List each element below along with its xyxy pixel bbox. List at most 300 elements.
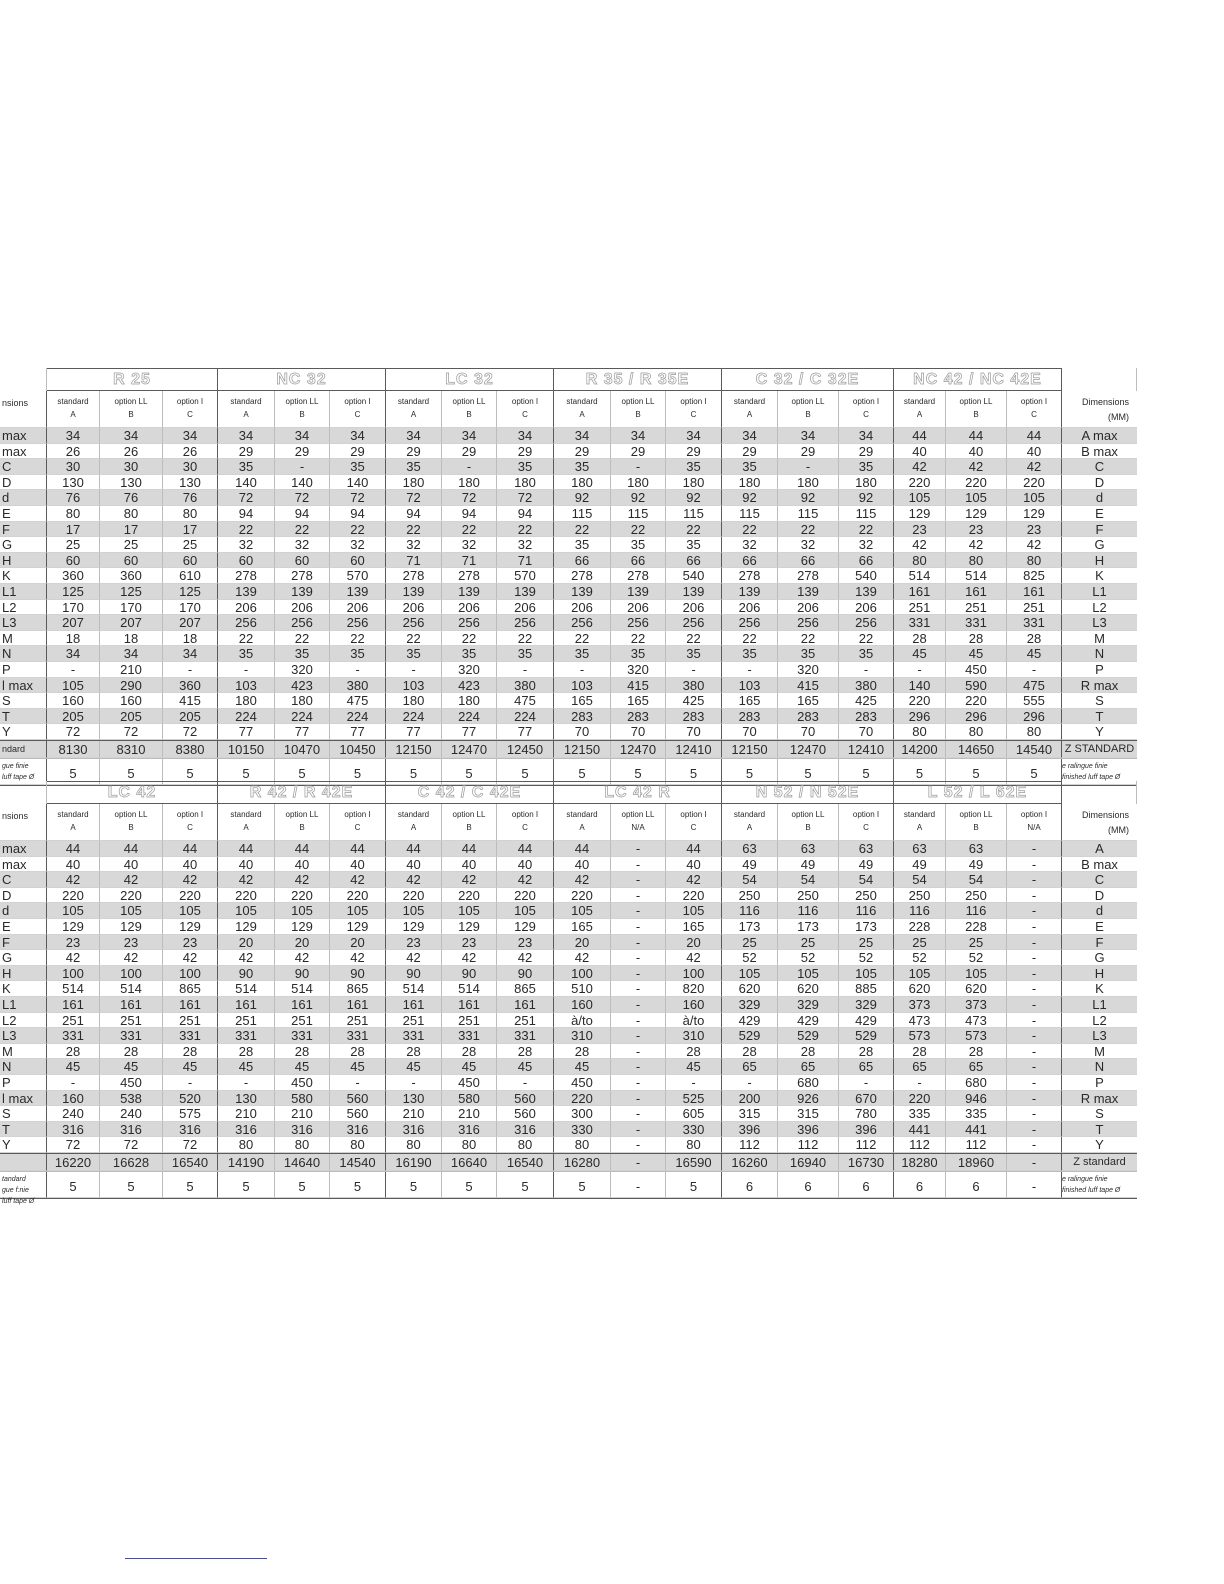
row-label-left: D [0, 888, 47, 904]
table-cell: 316 [386, 1122, 442, 1138]
table-cell: 12410 [839, 741, 894, 758]
table-cell: 140 [218, 475, 275, 491]
table-cell: 315 [778, 1106, 839, 1122]
table-cell: 80 [946, 553, 1007, 569]
table-cell: 77 [275, 724, 330, 740]
table-cell: 94 [497, 506, 554, 522]
table-cell: 22 [839, 522, 894, 538]
table-cell: 35 [442, 646, 497, 662]
table-cell: - [275, 459, 330, 475]
table-cell: 250 [778, 888, 839, 904]
table-cell: 278 [778, 568, 839, 584]
option-code: A [410, 823, 417, 832]
table-cell: 278 [611, 568, 666, 584]
table-cell: - [722, 662, 778, 678]
table-cell: 423 [275, 678, 330, 694]
table-cell: 80 [163, 506, 218, 522]
table-cell: 72 [163, 724, 218, 740]
table-cell: 865 [163, 981, 218, 997]
table-cell: 90 [386, 966, 442, 982]
table-cell: - [611, 1028, 666, 1044]
option-code: B [128, 410, 134, 419]
table-cell: 63 [894, 841, 946, 857]
table-cell: 42 [330, 872, 386, 888]
option-header [722, 804, 778, 841]
table-cell: 538 [100, 1091, 163, 1107]
table-cell: 161 [275, 997, 330, 1013]
option-header [722, 391, 778, 428]
table-cell: 80 [554, 1137, 611, 1153]
table-cell: 70 [554, 724, 611, 740]
table-row [0, 490, 1137, 506]
footer-link-underline[interactable] [125, 1558, 267, 1559]
table-cell: 316 [100, 1122, 163, 1138]
table-cell: 290 [100, 678, 163, 694]
table-cell: 575 [163, 1106, 218, 1122]
table-cell: 34 [218, 428, 275, 444]
table-cell: 16540 [163, 1154, 218, 1171]
table-cell: 49 [778, 857, 839, 873]
table-cell: 60 [163, 553, 218, 569]
table-cell: 296 [1007, 709, 1062, 725]
table-cell: 207 [163, 615, 218, 631]
table-cell: 380 [666, 678, 722, 694]
table-cell: 14650 [946, 741, 1007, 758]
option-name: option LL [114, 397, 148, 406]
table-cell: 220 [100, 888, 163, 904]
table-cell: - [1007, 1013, 1062, 1029]
table-cell: 42 [47, 950, 100, 966]
table-cell: 206 [218, 600, 275, 616]
table-cell: 129 [946, 506, 1007, 522]
option-code: A [916, 410, 923, 419]
table-row [0, 1028, 1137, 1044]
table-cell: 90 [497, 966, 554, 982]
option-header [330, 804, 386, 841]
table-cell: 49 [894, 857, 946, 873]
table-cell: 23 [386, 935, 442, 951]
table-cell: 23 [442, 935, 497, 951]
table-cell: 40 [894, 444, 946, 460]
table-cell: 94 [330, 506, 386, 522]
table-cell: 32 [839, 537, 894, 553]
table-cell: 28 [946, 631, 1007, 647]
table-cell: 70 [611, 724, 666, 740]
option-name: option I [852, 810, 880, 819]
table-cell: 165 [611, 693, 666, 709]
table-cell: 5 [275, 759, 330, 785]
table-row [0, 997, 1137, 1013]
table-cell: - [163, 662, 218, 678]
table-cell: 60 [100, 553, 163, 569]
option-header [839, 804, 894, 841]
table-cell: 129 [47, 919, 100, 935]
table-cell: 72 [442, 490, 497, 506]
dimensions-table-top [0, 368, 1137, 786]
table-cell: - [611, 919, 666, 935]
table-cell: 22 [442, 522, 497, 538]
table-cell: 283 [722, 709, 778, 725]
table-cell: 28 [666, 1044, 722, 1060]
table-cell: 514 [946, 568, 1007, 584]
table-cell: 139 [554, 584, 611, 600]
table-cell: - [1007, 1091, 1062, 1107]
table-cell: - [611, 1122, 666, 1138]
table-cell: 206 [386, 600, 442, 616]
table-cell: 80 [218, 1137, 275, 1153]
table-cell: 28 [47, 1044, 100, 1060]
table-cell: 251 [442, 1013, 497, 1029]
option-header [1007, 391, 1062, 428]
table-cell: 42 [386, 872, 442, 888]
table-cell: 29 [722, 444, 778, 460]
table-cell: - [611, 872, 666, 888]
table-cell: 34 [163, 646, 218, 662]
model-group-header: NC 32 [218, 368, 386, 391]
option-header [47, 391, 100, 428]
table-cell: - [1007, 1154, 1062, 1171]
table-cell: 224 [497, 709, 554, 725]
table-cell: 525 [666, 1091, 722, 1107]
table-cell: 60 [275, 553, 330, 569]
table-cell: 105 [894, 966, 946, 982]
table-cell: 94 [386, 506, 442, 522]
table-row [0, 841, 1137, 857]
table-cell: 161 [386, 997, 442, 1013]
table-cell: - [1007, 1028, 1062, 1044]
table-cell: 105 [1007, 490, 1062, 506]
table-cell: 35 [554, 459, 611, 475]
row-label-right: B max [1062, 857, 1137, 873]
table-cell: 441 [946, 1122, 1007, 1138]
luff-tape-label: luff tape Ø [2, 773, 35, 781]
table-cell: 329 [839, 997, 894, 1013]
option-header [330, 391, 386, 428]
table-cell: 16640 [442, 1154, 497, 1171]
table-cell: 66 [778, 553, 839, 569]
row-label-right: T [1062, 709, 1137, 725]
table-row [0, 646, 1137, 662]
table-cell: 32 [330, 537, 386, 553]
table-cell: 40 [218, 857, 275, 873]
table-cell: 396 [722, 1122, 778, 1138]
table-cell: - [1007, 888, 1062, 904]
option-code: A [579, 410, 585, 419]
table-cell: 100 [554, 966, 611, 982]
table-cell: 220 [497, 888, 554, 904]
option-header [47, 804, 100, 841]
table-cell: 42 [666, 872, 722, 888]
table-cell: 429 [722, 1013, 778, 1029]
table-cell: 32 [275, 537, 330, 553]
option-code: C [187, 410, 193, 419]
table-cell: 256 [666, 615, 722, 631]
table-row [0, 584, 1137, 600]
table-cell: 44 [666, 841, 722, 857]
row-label-right: D [1062, 475, 1137, 491]
table-cell: 23 [1007, 522, 1062, 538]
table-cell: 49 [946, 857, 1007, 873]
table-row [0, 522, 1137, 538]
table-row [0, 1059, 1137, 1075]
table-cell: 35 [839, 646, 894, 662]
option-code: C [690, 410, 697, 419]
table-cell: 180 [778, 475, 839, 491]
option-code: B [973, 410, 979, 419]
row-label-right: H [1062, 553, 1137, 569]
table-cell: 161 [47, 997, 100, 1013]
table-cell: 42 [163, 872, 218, 888]
row-label-right: L3 [1062, 1028, 1137, 1044]
option-header-row [0, 804, 1137, 841]
option-header [554, 391, 611, 428]
row-label-right: Z STANDARD [1062, 741, 1137, 758]
table-cell: 34 [47, 428, 100, 444]
table-cell: 220 [47, 888, 100, 904]
table-cell: 514 [386, 981, 442, 997]
table-cell: 77 [497, 724, 554, 740]
row-label-left: L1 [0, 997, 47, 1013]
table-cell: 40 [100, 857, 163, 873]
table-cell: 278 [554, 568, 611, 584]
table-cell: 25 [839, 935, 894, 951]
table-cell: 360 [163, 678, 218, 694]
option-code: B [805, 410, 811, 419]
table-cell: 32 [778, 537, 839, 553]
model-group-header: LC 32 [386, 368, 554, 391]
table-cell: 40 [442, 857, 497, 873]
table-cell: 22 [611, 522, 666, 538]
table-cell: 70 [778, 724, 839, 740]
table-cell: 380 [330, 678, 386, 694]
table-cell: 5 [47, 1172, 100, 1198]
table-cell: 72 [100, 724, 163, 740]
table-cell: 116 [722, 903, 778, 919]
table-cell: 52 [946, 950, 1007, 966]
table-cell: - [497, 1075, 554, 1091]
table-cell: 180 [386, 475, 442, 491]
table-cell: 26 [163, 444, 218, 460]
table-cell: 5 [722, 759, 778, 785]
table-cell: 283 [611, 709, 666, 725]
table-cell: 316 [163, 1122, 218, 1138]
table-cell: 63 [839, 841, 894, 857]
table-cell: 45 [554, 1059, 611, 1075]
table-cell: 6 [778, 1172, 839, 1198]
table-cell: 6 [894, 1172, 946, 1198]
table-cell: 278 [442, 568, 497, 584]
option-name: standard [397, 397, 430, 406]
table-cell: 29 [275, 444, 330, 460]
table-cell: 316 [218, 1122, 275, 1138]
table-cell: - [47, 1075, 100, 1091]
table-cell: - [330, 1075, 386, 1091]
table-row [0, 1137, 1137, 1153]
dimensions-table-bottom [0, 781, 1137, 1205]
table-cell: 116 [946, 903, 1007, 919]
table-cell: 42 [442, 872, 497, 888]
table-cell: 71 [497, 553, 554, 569]
table-cell: 40 [1007, 444, 1062, 460]
option-code: B [805, 823, 811, 832]
option-header [442, 391, 497, 428]
table-cell: 12150 [386, 741, 442, 758]
table-cell: 45 [275, 1059, 330, 1075]
option-code: A [243, 823, 249, 832]
table-cell: - [1007, 662, 1062, 678]
table-cell: 680 [946, 1075, 1007, 1091]
table-cell: 139 [330, 584, 386, 600]
table-cell: - [1007, 1137, 1062, 1153]
table-cell: 12410 [666, 741, 722, 758]
table-cell: 22 [442, 631, 497, 647]
row-label-left: M [0, 1044, 47, 1060]
table-row [0, 1122, 1137, 1138]
table-cell: 72 [386, 490, 442, 506]
option-header [218, 391, 275, 428]
table-row [0, 903, 1137, 919]
table-cell: - [894, 662, 946, 678]
option-code: A [916, 823, 923, 832]
row-label-left: F [0, 935, 47, 951]
table-cell: - [1007, 1044, 1062, 1060]
option-code: A [243, 410, 249, 419]
option-header [778, 391, 839, 428]
row-label-left: L3 [0, 1028, 47, 1044]
table-cell: - [611, 950, 666, 966]
table-cell: 105 [946, 490, 1007, 506]
table-cell: 42 [554, 872, 611, 888]
table-cell: 52 [778, 950, 839, 966]
table-cell: 161 [218, 997, 275, 1013]
table-cell: - [611, 981, 666, 997]
table-cell: 35 [330, 646, 386, 662]
option-code: C [522, 410, 528, 419]
table-cell: 60 [218, 553, 275, 569]
table-cell: 29 [839, 444, 894, 460]
table-cell: 220 [386, 888, 442, 904]
table-cell: 283 [839, 709, 894, 725]
table-cell: 605 [666, 1106, 722, 1122]
option-name: option I [176, 397, 204, 406]
table-cell: 44 [946, 428, 1007, 444]
row-label-right: H [1062, 966, 1137, 982]
option-header-row [0, 391, 1137, 428]
row-label-right: E [1062, 919, 1137, 935]
table-cell: 40 [554, 857, 611, 873]
table-cell: 20 [275, 935, 330, 951]
table-cell: 42 [275, 950, 330, 966]
row-label-right: S [1062, 1106, 1137, 1122]
table-cell: - [611, 997, 666, 1013]
table-cell: 72 [497, 490, 554, 506]
table-cell: 112 [894, 1137, 946, 1153]
option-code: A [579, 823, 585, 832]
table-cell: 34 [442, 428, 497, 444]
table-cell: 320 [778, 662, 839, 678]
row-label-left: Y [0, 1137, 47, 1153]
table-cell: 70 [666, 724, 722, 740]
table-cell: 112 [722, 1137, 778, 1153]
table-cell: 42 [330, 950, 386, 966]
table-cell: 30 [100, 459, 163, 475]
table-cell: 331 [894, 615, 946, 631]
table-cell: 529 [839, 1028, 894, 1044]
table-cell: 5 [778, 759, 839, 785]
table-cell: 450 [275, 1075, 330, 1091]
table-cell: 620 [722, 981, 778, 997]
row-label-right: F [1062, 935, 1137, 951]
table-cell: 283 [666, 709, 722, 725]
table-cell: 42 [946, 537, 1007, 553]
table-cell: 42 [894, 537, 946, 553]
table-cell: 25 [100, 537, 163, 553]
table-cell: 5 [100, 759, 163, 785]
table-cell: 65 [722, 1059, 778, 1075]
table-cell: 360 [47, 568, 100, 584]
table-row [0, 724, 1137, 740]
table-cell: 34 [330, 428, 386, 444]
table-cell: 331 [1007, 615, 1062, 631]
row-label-left: d [0, 903, 47, 919]
table-cell: 560 [497, 1106, 554, 1122]
table-cell: 92 [666, 490, 722, 506]
table-cell: 161 [1007, 584, 1062, 600]
table-row [0, 553, 1137, 569]
row-label-right: M [1062, 1044, 1137, 1060]
header-spacer [0, 781, 47, 804]
table-cell: 28 [218, 1044, 275, 1060]
table-cell: 28 [839, 1044, 894, 1060]
table-cell: 251 [47, 1013, 100, 1029]
table-cell: 251 [163, 1013, 218, 1029]
table-cell: 224 [275, 709, 330, 725]
row-label-right: N [1062, 1059, 1137, 1075]
table-cell: 926 [778, 1091, 839, 1107]
table-cell: 115 [778, 506, 839, 522]
table-cell: 35 [218, 459, 275, 475]
row-label-left: K [0, 981, 47, 997]
table-cell: 45 [218, 1059, 275, 1075]
table-cell: 90 [330, 966, 386, 982]
table-cell: 42 [100, 872, 163, 888]
table-cell: 180 [839, 475, 894, 491]
table-cell: 105 [666, 903, 722, 919]
table-cell: 29 [330, 444, 386, 460]
table-cell: 6 [946, 1172, 1007, 1198]
table-cell: 180 [442, 475, 497, 491]
row-label-left: E [0, 919, 47, 935]
table-cell: 5 [611, 759, 666, 785]
table-cell: 331 [442, 1028, 497, 1044]
table-cell: 44 [275, 841, 330, 857]
table-cell: - [611, 966, 666, 982]
option-name: option LL [959, 397, 993, 406]
table-cell: - [611, 1044, 666, 1060]
row-label-left: ndard [0, 741, 47, 758]
table-cell: 72 [330, 490, 386, 506]
table-cell: 278 [386, 568, 442, 584]
table-cell: 316 [47, 1122, 100, 1138]
table-cell: 380 [839, 678, 894, 694]
table-cell: 72 [163, 1137, 218, 1153]
row-label-right: M [1062, 631, 1137, 647]
table-cell: 94 [442, 506, 497, 522]
table-cell: 331 [100, 1028, 163, 1044]
table-row [0, 506, 1137, 522]
table-cell: 140 [894, 678, 946, 694]
table-cell: 820 [666, 981, 722, 997]
